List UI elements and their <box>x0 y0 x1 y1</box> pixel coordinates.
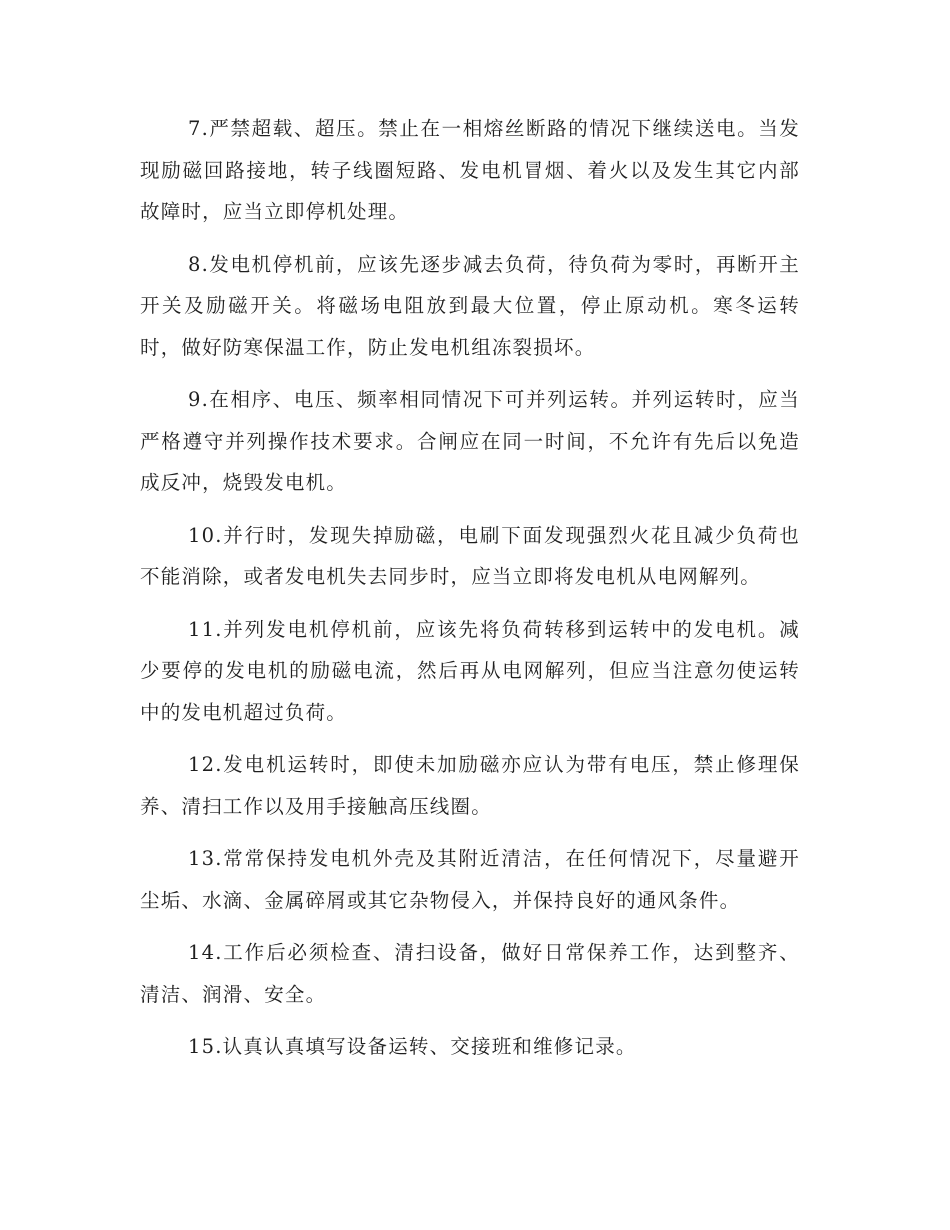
paragraph-item-13: 13.常常保持发电机外壳及其附近清洁，在任何情况下，尽量避开尘垢、水滴、金属碎屑或其它杂物侵入，并保持良好的通风条件。 <box>140 847 800 912</box>
paragraph-item-10: 10.并行时，发现失掉励磁，电刷下面发现强烈火花且减少负荷也不能消除，或者发电机失去同步时，应当立即将发电机从电网解列。 <box>140 523 800 588</box>
paragraph-item-7: 7.严禁超载、超压。禁止在一相熔丝断路的情况下继续送电。当发现励磁回路接地，转子线圈短路、发电机冒烟、着火以及发生其它内部故障时，应当立即停机处理。 <box>140 117 800 223</box>
paragraph-item-14: 14.工作后必须检查、清扫设备，做好日常保养工作，达到整齐、清洁、润滑、安全。 <box>140 941 800 1006</box>
paragraph-item-9: 9.在相序、电压、频率相同情况下可并列运转。并列运转时，应当严格遵守并列操作技术要求。合闸应在同一时间，不允许有先后以免造成反冲，烧毁发电机。 <box>140 388 800 494</box>
paragraph-item-12: 12.发电机运转时，即使未加励磁亦应认为带有电压，禁止修理保养、清扫工作以及用手接触高压线圈。 <box>140 753 800 818</box>
document-body <box>140 108 800 1079</box>
paragraph-item-15: 15.认真认真填写设备运转、交接班和维修记录。 <box>188 1035 637 1058</box>
paragraph-item-8: 8.发电机停机前，应该先逐步减去负荷，待负荷为零时，再断开主开关及励磁开关。将磁场电阻放到最大位置，停止原动机。寒冬运转时，做好防寒保温工作，防止发电机组冻裂损坏。 <box>140 252 800 359</box>
paragraph-item-11: 11.并列发电机停机前，应该先将负荷转移到运转中的发电机。减少要停的发电机的励磁电流，然后再从电网解列，但应当注意勿使运转中的发电机超过负荷。 <box>140 617 800 724</box>
